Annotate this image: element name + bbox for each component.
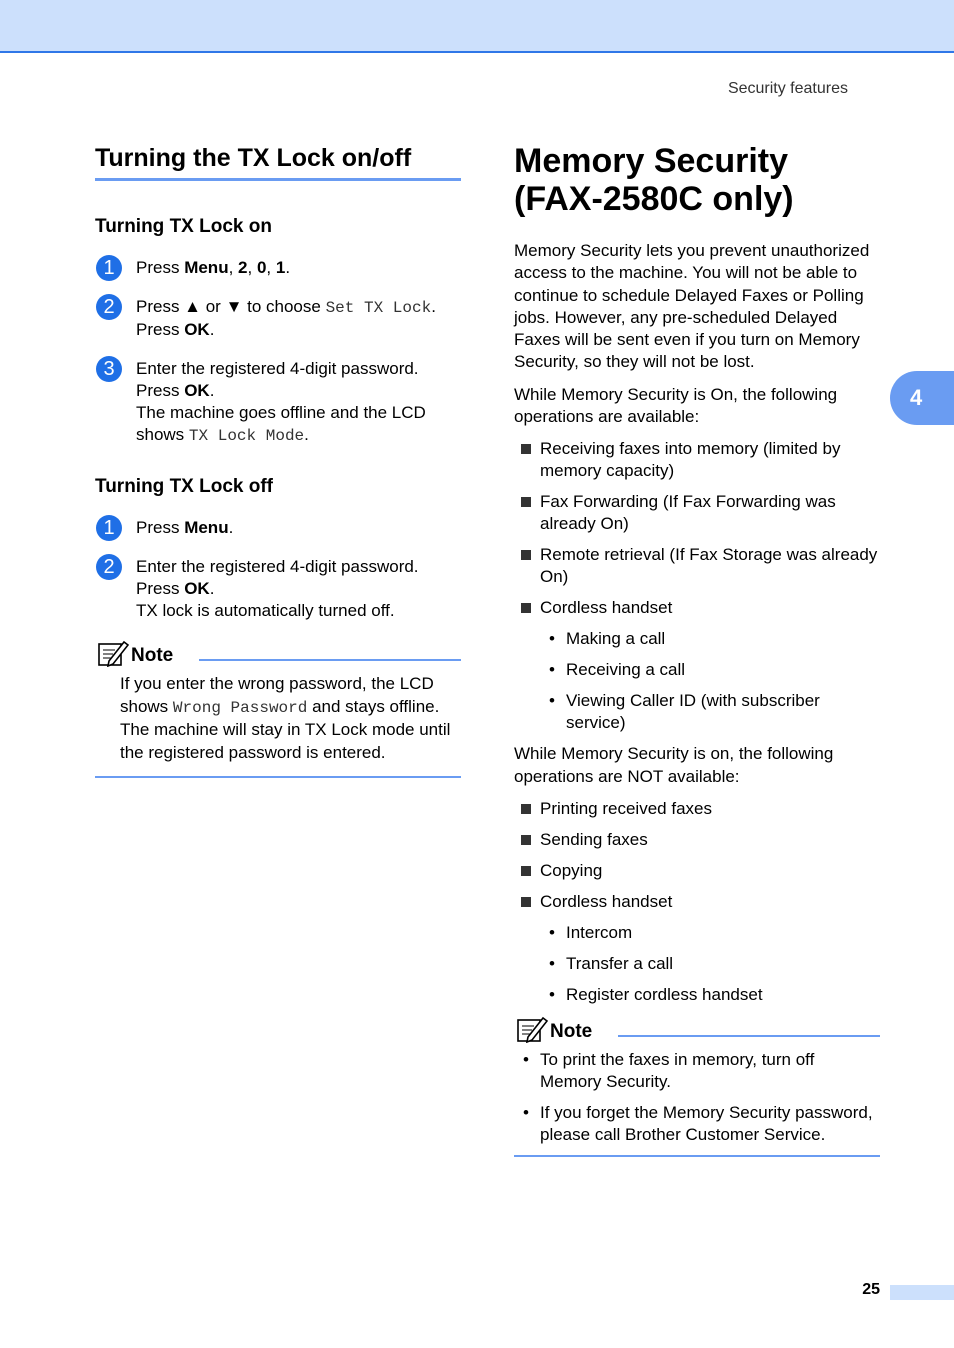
not-available-list xyxy=(514,798,880,1006)
lock-on-step-1: 1 Press Menu, 2, 0, 1. xyxy=(95,257,461,279)
note-list xyxy=(514,1049,880,1146)
intro-paragraph: Memory Security lets you prevent unauthorized access to the machine. You will not be able to continue to schedule Delayed Faxes or Polling jobs. However, any pre-scheduled Delayed Faxes will be sent even if you turn on Memory Security, so they will not be lost. xyxy=(514,241,870,372)
note-title: Note xyxy=(550,1020,593,1042)
list-item: • Viewing Caller ID (with subscriber service) xyxy=(514,690,880,734)
list-item: Cordless handset • Intercom • Transfer a call • Register cordless handset xyxy=(514,891,880,1006)
not-available-sub-list xyxy=(514,922,880,1006)
list-item: Copying xyxy=(514,860,880,882)
left-column xyxy=(95,142,461,778)
available-sub-list xyxy=(514,628,880,734)
page-number-bar xyxy=(890,1285,954,1300)
page-number: 25 xyxy=(862,1281,880,1298)
note-end-rule xyxy=(95,776,461,778)
step-number-badge: 3 xyxy=(96,356,122,382)
note-box xyxy=(95,639,461,778)
list-item: Remote retrieval (If Fax Storage was already On) xyxy=(514,544,880,588)
list-item: • Receiving a call xyxy=(514,659,880,681)
note-title: Note xyxy=(131,645,174,666)
section-title: Turning the TX Lock on/off xyxy=(95,142,461,181)
list-item: Printing received faxes xyxy=(514,798,880,820)
note-text: If you enter the wrong password, the LCD shows Wrong Password and stays offline. The machine will stay in TX Lock mode until the registered password is entered. xyxy=(120,674,451,762)
step-number-badge: 1 xyxy=(96,255,122,281)
lock-on-step-3: 3 Enter the registered 4-digit password. Press OK. The machine goes offline and the LCD shows TX Lock Mode. xyxy=(95,358,461,447)
page-title: Memory Security (FAX-2580C only) xyxy=(514,142,794,218)
available-intro: While Memory Security is On, the following operations are available: xyxy=(514,384,838,427)
not-available-intro: While Memory Security is on, the following operations are NOT available: xyxy=(514,744,834,786)
list-item: • To print the faxes in memory, turn off Memory Security. xyxy=(514,1049,880,1093)
running-header: Security features xyxy=(727,80,848,97)
list-item: Fax Forwarding (If Fax Forwarding was already On) xyxy=(514,491,880,535)
note-box xyxy=(514,1015,880,1157)
lock-off-step-2: 2 Enter the registered 4-digit password. Press OK. TX lock is automatically turned off. xyxy=(95,556,461,622)
lcd-text: TX Lock Mode xyxy=(188,427,305,445)
lcd-text: Set TX Lock xyxy=(325,299,432,317)
chapter-tab: 4 xyxy=(890,371,954,425)
lock-on-step-2: 2 Press ▲ or ▼ to choose Set TX Lock. Press OK. xyxy=(95,296,461,341)
list-item: Sending faxes xyxy=(514,829,880,851)
note-pencil-icon xyxy=(516,1015,548,1043)
list-item: • If you forget the Memory Security password, please call Brother Customer Service. xyxy=(514,1102,880,1146)
list-item: • Making a call xyxy=(514,628,880,650)
list-item: Cordless handset • Making a call • Receiving a call • Viewing Caller ID (with subscriber service) xyxy=(514,597,880,734)
lcd-text: Wrong Password xyxy=(172,698,308,717)
tx-lock-off-heading: Turning TX Lock off xyxy=(95,476,274,497)
note-end-rule xyxy=(514,1155,880,1157)
step-number-badge: 1 xyxy=(96,515,122,541)
top-header-band xyxy=(0,0,954,53)
right-column xyxy=(514,142,880,1157)
note-rule xyxy=(199,659,461,661)
list-item: Receiving faxes into memory (limited by memory capacity) xyxy=(514,438,880,482)
note-rule xyxy=(618,1035,880,1037)
step-number-badge: 2 xyxy=(96,294,122,320)
note-pencil-icon xyxy=(97,639,129,667)
step-number-badge: 2 xyxy=(96,554,122,580)
tx-lock-on-heading: Turning TX Lock on xyxy=(95,216,272,237)
available-list xyxy=(514,438,880,734)
lock-off-step-1: 1 Press Menu. xyxy=(95,517,461,539)
list-item: • Register cordless handset xyxy=(514,984,880,1006)
list-item: • Transfer a call xyxy=(514,953,880,975)
list-item: • Intercom xyxy=(514,922,880,944)
